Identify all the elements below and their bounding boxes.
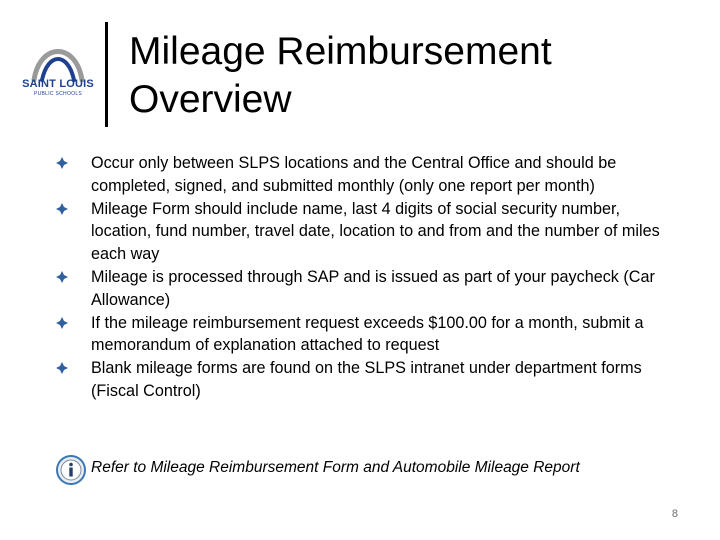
saint-louis-public-schools-logo [20,38,96,110]
slide-title [129,28,689,124]
diamond-bullet-icon [56,203,68,215]
bullet-text: If the mileage reimbursement request exceeds $100.00 for a month, submit a memorandum of explanation attached to request [91,313,644,355]
title-divider [105,22,108,127]
bullet-item [56,198,676,266]
logo-name: SAINT LOUIS [22,78,94,90]
info-icon [56,455,86,485]
bullet-text: Blank mileage forms are found on the SLPS intranet under department forms (Fiscal Control) [91,359,642,400]
bullet-list [56,152,676,403]
diamond-bullet-icon [56,362,68,374]
bullet-item [56,152,676,198]
slide-title-line-1: Mileage Reimbursement [129,30,552,73]
bullet-item [56,312,676,358]
page-number: 8 [671,508,678,520]
diamond-bullet-icon [56,157,68,169]
bullet-item [56,357,676,403]
bullet-item [56,266,676,312]
reference-note [56,455,696,485]
bullet-text: Occur only between SLPS locations and the Central Office and should be completed, signed, and submitted monthly (only one report per month) [91,154,617,195]
bullet-text: Mileage Form should include name, last 4 digits of social security number, location, fund number, travel date, location to and from and the number of miles each way [91,199,660,264]
gateway-arch-icon [20,38,96,82]
logo-subtitle: PUBLIC SCHOOLS [33,91,83,97]
bullet-text: Mileage is processed through SAP and is issued as part of your paycheck (Car Allowance) [91,267,655,309]
diamond-bullet-icon [56,271,68,283]
reference-note-text: Refer to Mileage Reimbursement Form and Automobile Mileage Report [91,459,580,476]
slide-title-line-2: Overview [129,78,292,121]
diamond-bullet-icon [56,317,68,329]
